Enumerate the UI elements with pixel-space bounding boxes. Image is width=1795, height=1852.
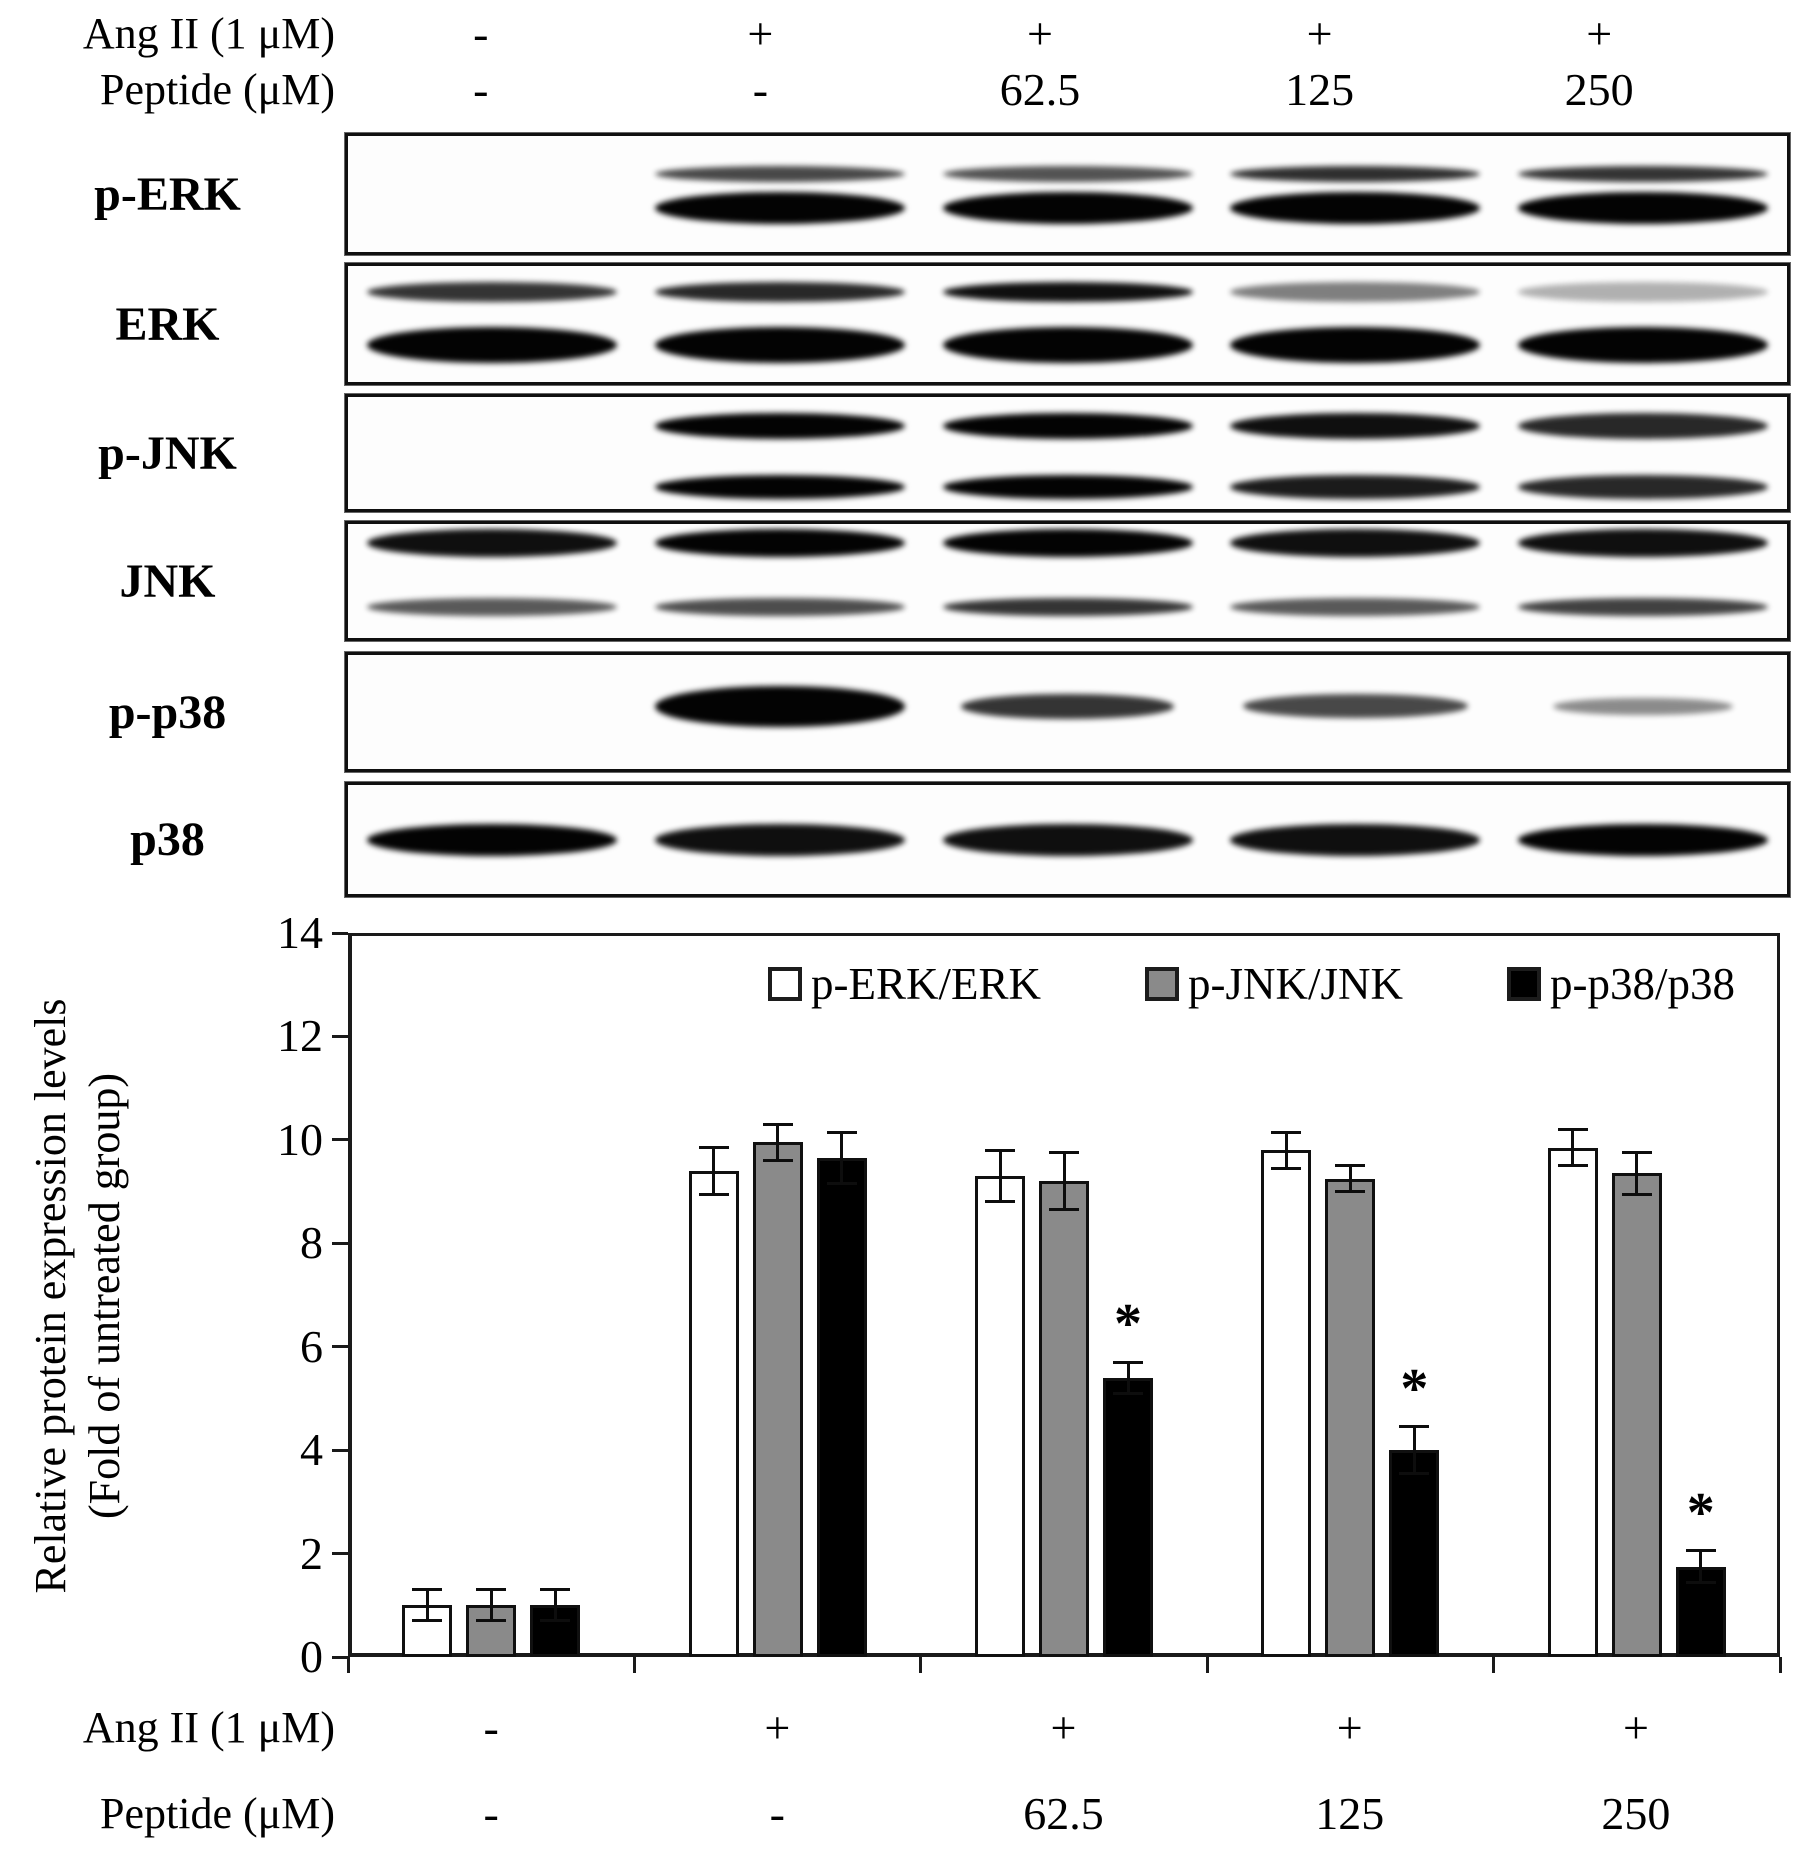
- bar-p-jnk-jnk-group2: [753, 1142, 803, 1657]
- bar-chart-plot-area: [277, 907, 1780, 1682]
- error-cap-bottom-s3-g4: [1399, 1472, 1429, 1475]
- x-tick-3: [1206, 1657, 1209, 1673]
- blot-band-p-jnk-row2-lane2: [655, 475, 905, 499]
- blot-band-p-jnk-row1-lane4: [1230, 413, 1480, 439]
- significance-star-group5: *: [1686, 1481, 1715, 1544]
- error-cap-top-s3-g1: [540, 1588, 570, 1591]
- bar-p-p38-p38-group4: [1389, 1450, 1439, 1657]
- blot-band-p-jnk-row1-lane2: [655, 413, 905, 439]
- legend-swatch-p-jnk-jnk: [1145, 967, 1179, 1001]
- error-cap-top-s1-g4: [1271, 1131, 1301, 1134]
- error-cap-top-s1-g2: [699, 1146, 729, 1149]
- blot-band-p38-row1-lane4: [1230, 824, 1480, 856]
- error-bar-s3-g1: [554, 1590, 557, 1621]
- error-cap-bottom-s1-g1: [412, 1619, 442, 1622]
- blot-band-p38-row1-lane1: [367, 824, 617, 856]
- blot-label-erk: ERK: [115, 297, 220, 351]
- chart-legend: [768, 958, 1735, 1010]
- treatment-value-peptide-lane5: 250: [1564, 64, 1634, 115]
- y-tick-label-14: 14: [277, 907, 323, 958]
- blot-band-erk-row2-lane5: [1518, 327, 1768, 363]
- error-cap-top-s2-g1: [476, 1588, 506, 1591]
- error-cap-bottom-s2-g1: [476, 1619, 506, 1622]
- bar-p-erk-erk-group2: [689, 1171, 739, 1657]
- blot-band-erk-row1-lane4: [1230, 282, 1480, 302]
- blot-band-p-erk-row2-lane3: [943, 192, 1193, 224]
- significance-star-group4: *: [1400, 1357, 1429, 1420]
- blot-band-p-erk-row1-lane2: [655, 166, 905, 182]
- error-cap-top-s2-g5: [1622, 1151, 1652, 1154]
- treatment-row-bottom-peptide: [0, 1786, 1795, 1842]
- blot-band-jnk-row2-lane1: [367, 598, 617, 616]
- error-bar-s3-g4: [1413, 1427, 1416, 1474]
- blot-band-erk-row2-lane3: [943, 327, 1193, 363]
- blot-band-jnk-row2-lane5: [1518, 598, 1768, 616]
- bar-p-p38-p38-group2: [817, 1158, 867, 1657]
- significance-star-group3: *: [1114, 1293, 1142, 1356]
- treatment-row-top-angii: [0, 6, 1795, 62]
- bar-p-p38-p38-group3: [1103, 1378, 1153, 1657]
- error-cap-top-s2-g3: [1049, 1151, 1079, 1154]
- y-tick-2: [332, 1552, 348, 1555]
- error-bar-s2-g2: [776, 1124, 779, 1160]
- y-tick-8: [332, 1242, 348, 1245]
- blot-label-jnk: JNK: [119, 554, 216, 608]
- y-tick-10: [332, 1138, 348, 1141]
- blot-panel-p-p38: [345, 652, 1790, 772]
- y-axis-title-line1: Relative protein expression levels: [26, 998, 75, 1594]
- legend-label-1: p-ERK/ERK: [811, 959, 1041, 1009]
- treatment-value-angii-lane2: +: [764, 1702, 791, 1753]
- blot-band-p-erk-row1-lane3: [943, 166, 1193, 182]
- y-tick-label-2: 2: [300, 1527, 323, 1579]
- treatment-value-angii-lane5: +: [1622, 1702, 1649, 1753]
- peptide-label-top: Peptide (μM): [100, 65, 335, 114]
- x-tick-5: [1779, 1657, 1782, 1673]
- blot-band-p38-row1-lane5: [1518, 824, 1768, 856]
- y-tick-6: [332, 1345, 348, 1348]
- blot-band-p-erk-row2-lane2: [655, 192, 905, 224]
- error-cap-top-s3-g2: [827, 1131, 857, 1134]
- y-tick-12: [332, 1035, 348, 1038]
- error-cap-bottom-s2-g4: [1335, 1190, 1365, 1193]
- treatment-value-peptide-lane5: 250: [1601, 1788, 1671, 1839]
- blot-band-p-jnk-row1-lane5: [1518, 413, 1768, 439]
- legend-item-1: [768, 958, 1041, 1010]
- angii-label-top: Ang II (1 μM): [82, 9, 335, 58]
- y-tick-label-10: 10: [277, 1113, 323, 1165]
- error-cap-bottom-s3-g2: [827, 1182, 857, 1185]
- error-cap-bottom-s1-g5: [1558, 1164, 1588, 1167]
- blot-band-p-erk-row2-lane5: [1518, 192, 1768, 224]
- bar-p-jnk-jnk-group3: [1039, 1181, 1089, 1657]
- legend-item-2: [1145, 958, 1403, 1010]
- legend-swatch-p-p38-p38: [1507, 967, 1541, 1001]
- treatment-value-angii-lane1: -: [473, 8, 489, 59]
- treatment-row-top-peptide: [0, 62, 1795, 118]
- error-cap-bottom-s1-g4: [1271, 1167, 1301, 1170]
- blot-panel-p-erk: [345, 133, 1790, 255]
- peptide-label-bottom: Peptide (μM): [100, 1789, 335, 1838]
- treatment-value-peptide-lane1: -: [483, 1788, 499, 1839]
- error-cap-bottom-s1-g3: [985, 1200, 1015, 1203]
- treatment-value-angii-lane2: +: [747, 8, 774, 59]
- y-tick-4: [332, 1449, 348, 1452]
- blot-band-erk-row1-lane5: [1518, 282, 1768, 302]
- blot-band-p-jnk-row2-lane4: [1230, 475, 1480, 499]
- treatment-value-peptide-lane4: 125: [1285, 64, 1355, 115]
- y-tick-label-6: 6: [300, 1320, 323, 1372]
- legend-swatch-p-erk-erk: [768, 967, 802, 1001]
- treatment-value-angii-lane4: +: [1306, 8, 1333, 59]
- blot-band-p-p38-row1-lane5: [1553, 698, 1733, 716]
- blot-band-erk-row2-lane4: [1230, 327, 1480, 363]
- angii-values-bottom: [348, 1700, 1779, 1756]
- blot-band-p-jnk-row1-lane3: [943, 413, 1193, 439]
- blot-panel-p38: [345, 782, 1790, 897]
- error-cap-top-s2-g4: [1335, 1164, 1365, 1167]
- angii-label-bottom: Ang II (1 μM): [82, 1703, 335, 1752]
- blot-band-jnk-row1-lane3: [943, 529, 1193, 557]
- treatment-value-angii-lane5: +: [1586, 8, 1613, 59]
- treatment-value-angii-lane3: +: [1027, 8, 1053, 59]
- blot-band-erk-row1-lane1: [367, 282, 617, 302]
- blot-panel-p-jnk: [345, 394, 1790, 512]
- blot-band-p38-row1-lane2: [655, 824, 905, 856]
- error-cap-bottom-s3-g1: [540, 1619, 570, 1622]
- x-tick-2: [919, 1657, 922, 1673]
- blot-band-p-jnk-row2-lane5: [1518, 475, 1768, 499]
- error-bar-s1-g1: [426, 1590, 429, 1621]
- error-bar-s1-g3: [999, 1150, 1002, 1202]
- treatment-row-bottom-angii: [0, 1700, 1795, 1756]
- blot-band-p38-row1-lane3: [943, 824, 1193, 856]
- error-cap-top-s2-g2: [763, 1123, 793, 1126]
- x-tick-4: [1492, 1657, 1495, 1673]
- bar-p-jnk-jnk-group4: [1325, 1179, 1375, 1657]
- error-bar-s1-g2: [712, 1148, 715, 1195]
- error-bar-s1-g5: [1571, 1130, 1574, 1166]
- error-cap-bottom-s3-g3: [1113, 1392, 1143, 1395]
- blot-label-p-p38: p-p38: [108, 685, 227, 739]
- error-bar-s2-g1: [490, 1590, 493, 1621]
- x-tick-1: [633, 1657, 636, 1673]
- blot-band-p-p38-row1-lane3: [961, 694, 1174, 720]
- treatment-value-peptide-lane3: 62.5: [1023, 1788, 1104, 1839]
- error-cap-bottom-s2-g5: [1622, 1193, 1652, 1196]
- error-cap-bottom-s3-g5: [1686, 1581, 1716, 1584]
- error-cap-bottom-s2-g3: [1049, 1208, 1079, 1211]
- blot-band-erk-row2-lane1: [367, 327, 617, 363]
- blot-label-p-erk: p-ERK: [94, 167, 241, 221]
- blot-band-p-erk-row2-lane4: [1230, 192, 1480, 224]
- treatment-value-peptide-lane3: 62.5: [999, 64, 1081, 115]
- treatment-value-peptide-lane2: -: [769, 1788, 785, 1839]
- error-bar-s1-g4: [1285, 1132, 1288, 1168]
- blot-band-erk-row1-lane2: [655, 282, 905, 302]
- blot-band-jnk-row2-lane4: [1230, 598, 1480, 616]
- legend-item-3: [1507, 958, 1735, 1010]
- blot-band-p-erk-row1-lane4: [1230, 166, 1480, 182]
- angii-values-top: [341, 6, 1739, 62]
- error-bar-s2-g3: [1063, 1153, 1066, 1210]
- blot-panel-jnk: [345, 521, 1790, 641]
- legend-label-2: p-JNK/JNK: [1188, 959, 1404, 1009]
- error-cap-bottom-s2-g2: [763, 1159, 793, 1162]
- bar-p-erk-erk-group5: [1548, 1148, 1598, 1657]
- blot-panel-erk: [345, 263, 1790, 385]
- blot-band-jnk-row1-lane1: [367, 529, 617, 557]
- blot-band-jnk-row1-lane2: [655, 529, 905, 557]
- blot-band-jnk-row1-lane4: [1230, 529, 1480, 557]
- error-cap-top-s1-g5: [1558, 1128, 1588, 1131]
- blot-band-p-jnk-row2-lane3: [943, 475, 1193, 499]
- legend-label-3: p-p38/p38: [1550, 959, 1736, 1009]
- blot-band-p-erk-row1-lane5: [1518, 166, 1768, 182]
- error-bar-s3-g2: [840, 1132, 843, 1184]
- x-tick-0: [347, 1657, 350, 1673]
- y-tick-14: [332, 932, 348, 935]
- treatment-value-peptide-lane4: 125: [1315, 1788, 1385, 1839]
- error-bar-s3-g5: [1699, 1551, 1702, 1582]
- blot-band-erk-row2-lane2: [655, 327, 905, 363]
- error-cap-top-s1-g3: [985, 1149, 1015, 1152]
- peptide-values-bottom: [348, 1786, 1779, 1842]
- y-tick-label-8: 8: [300, 1217, 323, 1269]
- error-cap-bottom-s1-g2: [699, 1193, 729, 1196]
- error-bar-s2-g5: [1635, 1153, 1638, 1194]
- blot-band-p-p38-row1-lane2: [655, 686, 905, 728]
- blot-band-jnk-row2-lane2: [655, 598, 905, 616]
- blot-band-p-p38-row1-lane4: [1243, 694, 1468, 718]
- treatment-value-angii-lane3: +: [1050, 1702, 1077, 1753]
- y-tick-label-4: 4: [300, 1424, 323, 1476]
- bar-p-erk-erk-group4: [1261, 1150, 1311, 1657]
- treatment-value-angii-lane1: -: [483, 1702, 499, 1753]
- blot-label-p-jnk: p-JNK: [98, 426, 237, 480]
- blot-band-erk-row1-lane3: [943, 282, 1193, 302]
- bar-p-jnk-jnk-group5: [1612, 1173, 1662, 1657]
- bar-p-erk-erk-group3: [975, 1176, 1025, 1657]
- treatment-value-peptide-lane2: -: [752, 64, 769, 115]
- treatment-value-peptide-lane1: -: [473, 64, 489, 115]
- error-bar-s3-g3: [1127, 1362, 1130, 1393]
- blot-band-jnk-row1-lane5: [1518, 529, 1768, 557]
- error-bar-s2-g4: [1349, 1166, 1352, 1192]
- blot-label-p38: p38: [130, 813, 205, 866]
- blot-band-jnk-row2-lane3: [943, 598, 1193, 616]
- y-axis-title-line2: (Fold of untreated group): [80, 1073, 129, 1519]
- error-cap-top-s1-g1: [412, 1588, 442, 1591]
- y-axis-title: [24, 894, 136, 1698]
- y-tick-label-12: 12: [277, 1010, 323, 1062]
- peptide-values-top: [341, 62, 1739, 118]
- treatment-value-angii-lane4: +: [1336, 1702, 1363, 1753]
- y-tick-label-0: 0: [300, 1631, 323, 1682]
